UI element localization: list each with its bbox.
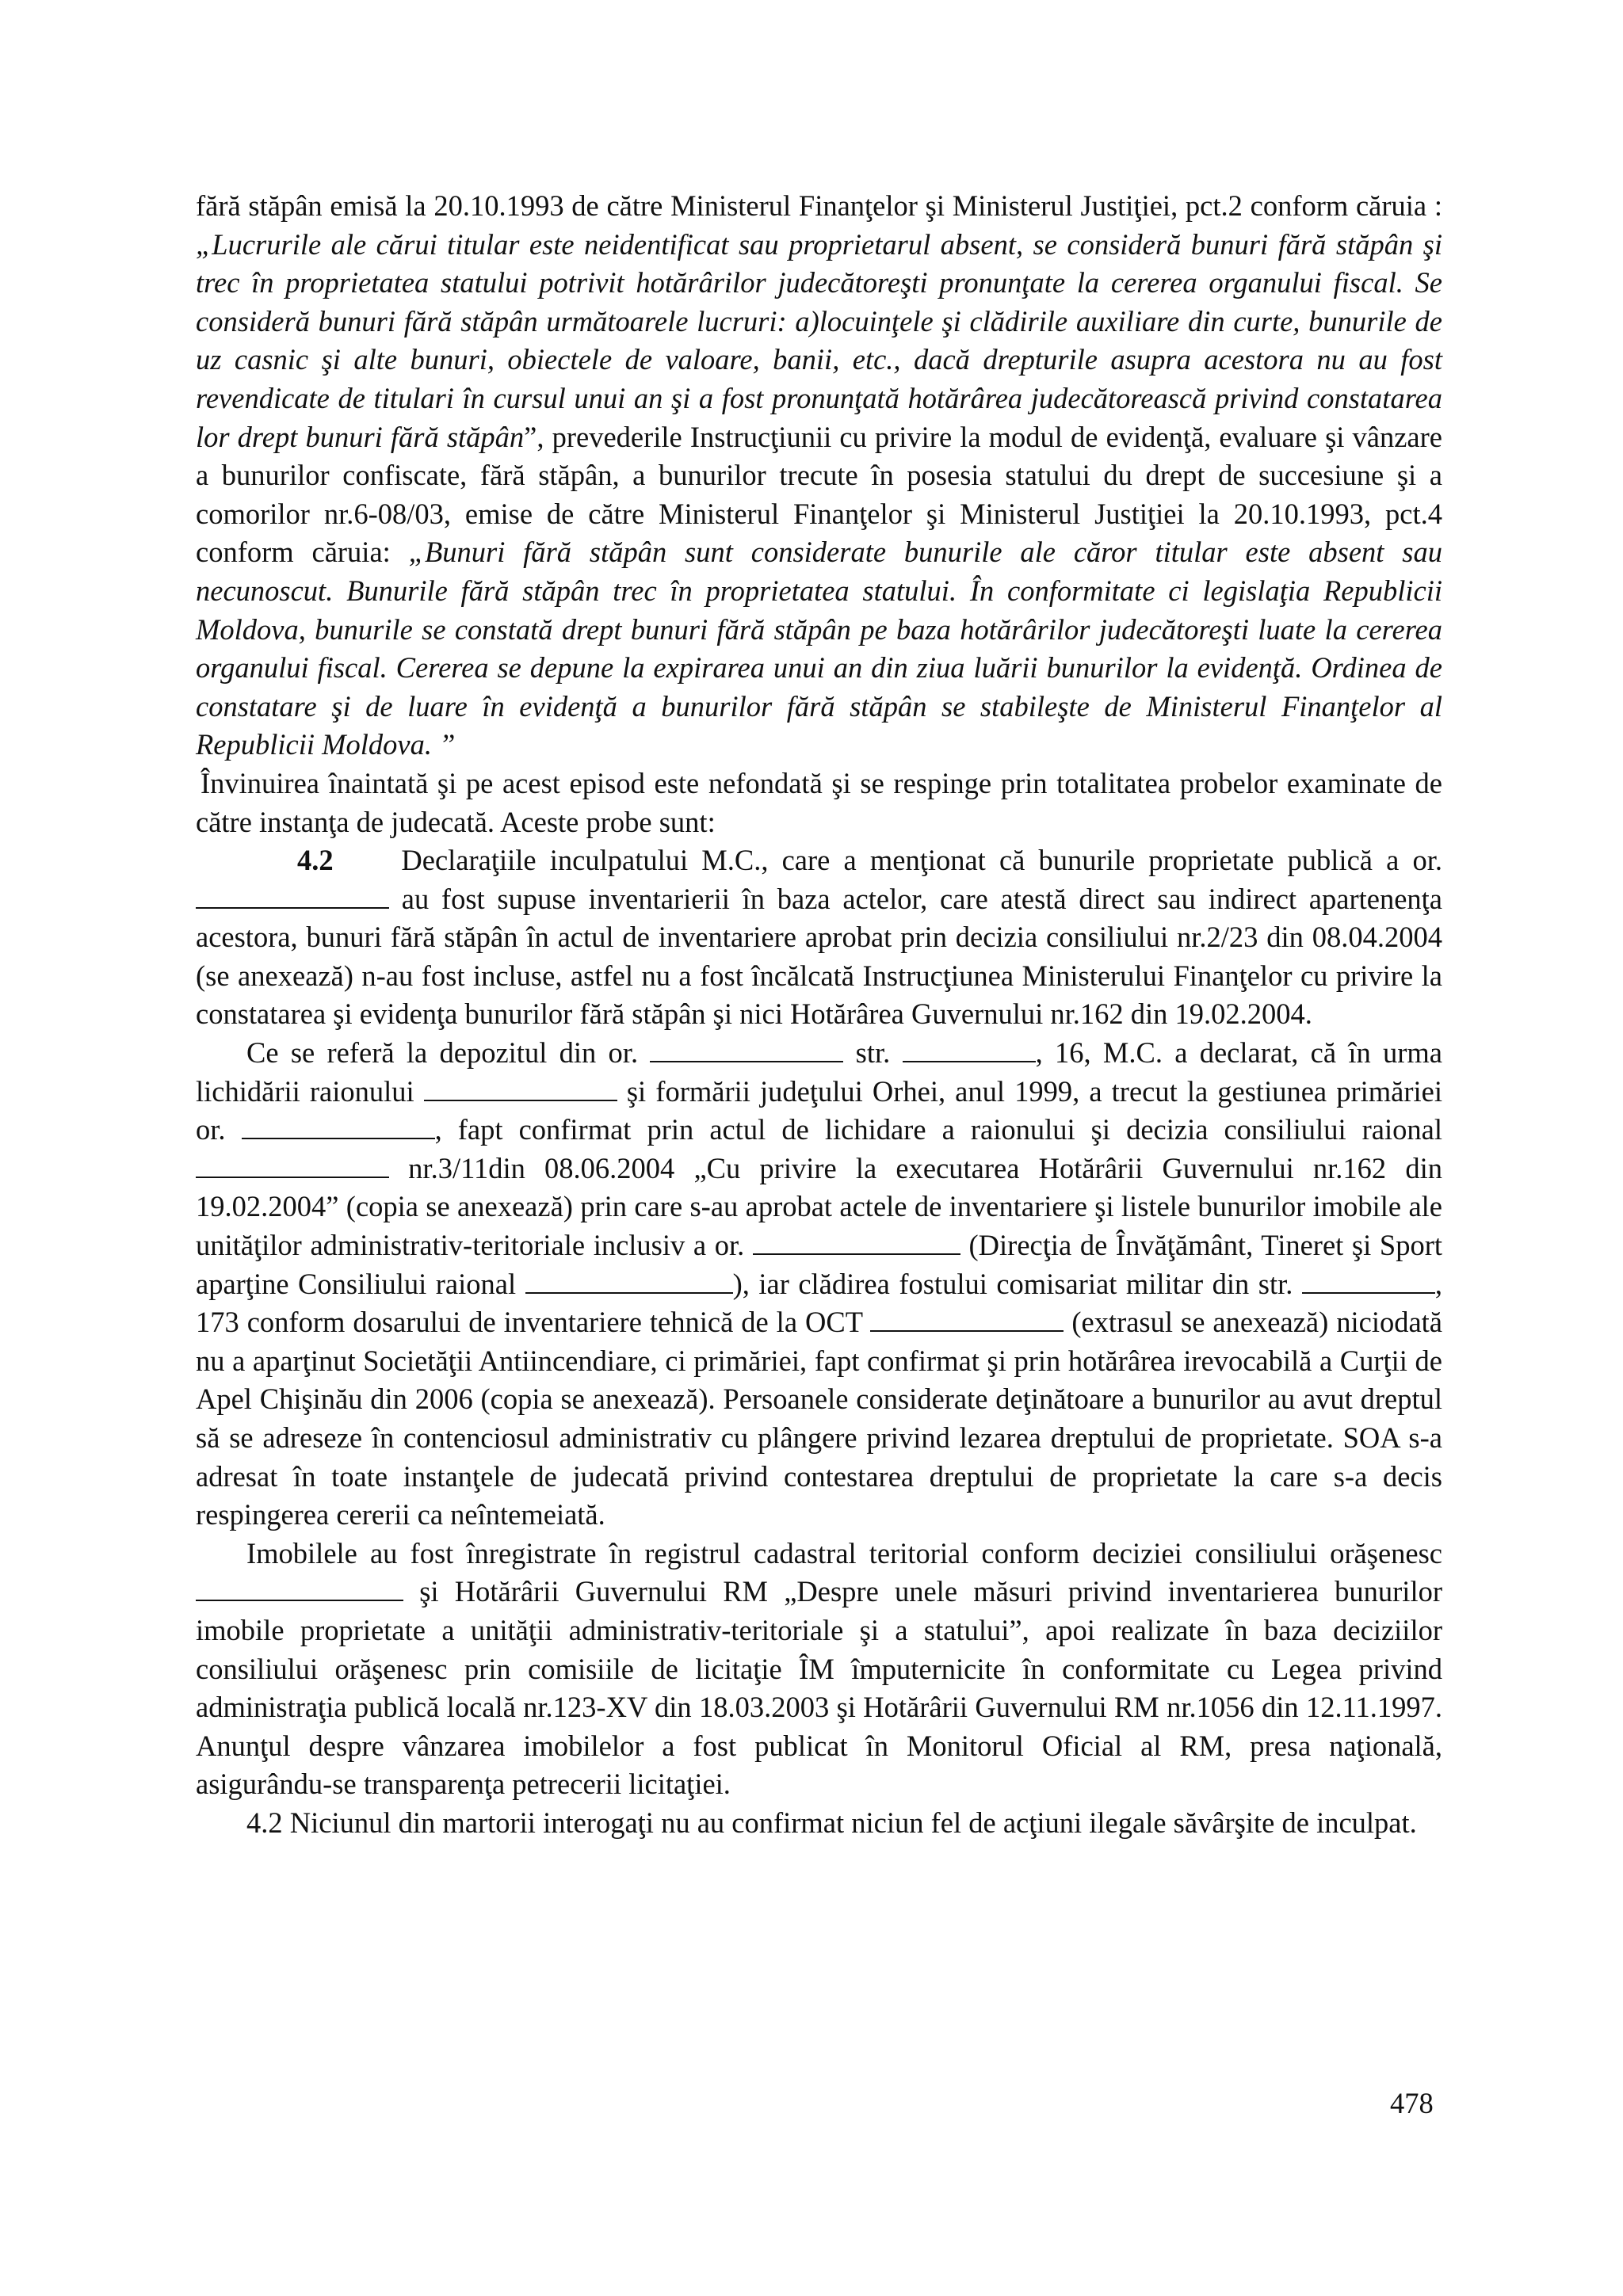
text-segment: Imobilele au fost înregistrate în registrul cadastral teritorial conform deciziei consiliului orăşenesc [246, 1536, 1442, 1569]
page-number: 478 [1390, 2087, 1434, 2119]
paragraph-witnesses: 4.2 Niciunul din martorii interogaţi nu au confirmat niciun fel de acţiuni ilegale săvârşite de inculpat. [246, 1806, 1417, 1839]
paragraph-depot [196, 1034, 1442, 1535]
redacted-blank [525, 1265, 733, 1294]
quoted-regulation-pct4: „Bunuri fără stăpân sunt considerate bunurile ale căror titular este absent sau necunoscut. Bunurile fără stăpân trec în proprietatea statului. În conformitate ci legislaţia Republicii Moldova, bunurile se constată drept bunuri fără stăpân pe baza hotărârilor judecătoreşti luate la cererea organului fiscal. Cererea se depune la expirarea unui an din ziua luării bunurilor la evidenţă. Ordinea de constatare şi de luare în evidenţă a bunurilor fără stăpân se stabileşte de Ministerul Finanţelor al Republicii Moldova. ” [196, 536, 1442, 761]
redacted-blank [424, 1073, 617, 1101]
text-segment: ), iar clădirea fostului comisariat militar din str. [732, 1267, 1302, 1300]
quoted-regulation-pct2: „Lucrurile ale cărui titular este neidentificat sau proprietarul absent, se consideră bunuri fără stăpân şi trec în proprietatea statului potrivit hotărârilor judecătoreşti pronunţate la cererea organului fiscal. Se consideră bunuri fără stăpân următoarele lucruri: a)locuinţele şi clădirile auxiliare din curte, bunurile de uz casnic şi alte bunuri, obiectele de valoare, banii, etc., dacă drepturile asupra acestora nu au fost revendicate de titulari în cursul unui an şi a fost pronunţată hotărârea judecătorească privind constatarea lor drept bunuri fără stăpân [196, 227, 1442, 453]
redacted-blank [242, 1111, 435, 1139]
text-segment: , fapt confirmat prin actul de lichidare a raionului şi decizia consiliului raional [434, 1113, 1442, 1146]
text-segment: ”, prevederile Instrucţiunii cu privire la modul de evidenţă, evaluare şi vânzare a bunurilor confiscate, fără stăpân, a bunurilor trecute în posesia statului du drept de succesiune şi a comorilor nr.6-08/03, emise de către Ministerul Finanţelor şi Ministerul Justiţiei la 20.10.1993, pct.4 conform căruia: [196, 420, 1442, 569]
text-segment: Ce se referă la depozitul din or. [246, 1036, 651, 1070]
text-segment: (Direcţia de Învăţământ, Tineret şi Sport aparţine Consiliului raional [196, 1229, 1443, 1300]
redacted-blank [196, 880, 389, 909]
text-segment: Declaraţiile inculpatului M.C., care a menţionat că bunurile proprietate publică a or. [401, 844, 1442, 877]
text-segment: fără stăpân emisă la 20.10.1993 de către Ministerul Finanţelor şi Ministerul Justiţiei, pct.2 conform căruia : [196, 189, 1442, 222]
text-segment: nr.3/11din 08.06.2004 „Cu privire la executarea Hotărârii Guvernului nr.162 din 19.02.2004” (copia se anexează) prin care s-au aprobat actele de inventariere şi listele bunurilor imobile ale unităţilor administrativ-teritoriale inclusiv a or. [196, 1151, 1442, 1262]
text-segment: str. [843, 1036, 903, 1070]
section-number: 4.2 [297, 844, 334, 877]
document-body [196, 187, 1442, 1843]
text-segment: şi formării judeţului Orhei, anul 1999, a trecut la gestiunea primăriei or. [196, 1074, 1442, 1146]
text-segment: (extrasul se anexează) niciodată nu a aparţinut Societăţii Antiincendiare, ci primăriei, fapt confirmat şi prin hotărârea irevocabilă a Curţii de Apel Chişinău din 2006 (copia se anexează). Persoanele considerate deţinătoare a bunurilor au avut dreptul să se adreseze în contenciosul administrativ cu plângere privind lezarea dreptului de proprietate. SOA s-a adresat în toate instanţele de judecată privind contestarea dreptului de proprietate la care s-a decis respingerea cererii ca neîntemeiată. [196, 1306, 1443, 1531]
redacted-blank [650, 1034, 843, 1062]
text-segment: , 16, M.C. a declarat, că în urma lichidării raionului [196, 1036, 1443, 1108]
paragraph-cadastre [196, 1535, 1442, 1804]
text-segment: şi Hotărârii Guvernului RM „Despre unele măsuri privind inventarierea bunurilor imobile proprietate a unităţii administrativ-teritoriale şi a statului”, apoi realizate în baza deciziilor consiliului orăşenesc prin comisiile de licitaţie ÎM împuternicite în conformitate cu Legea privind administraţia publică locală nr.123-XV din 18.03.2003 şi Hotărârii Guvernului RM nr.1056 din 12.11.1997. Anunţul despre vânzarea imobilelor a fost publicat în Monitorul Oficial al RM, presa naţională, asigurându-se transparenţa petrecerii licitaţiei. [196, 1575, 1442, 1801]
text-segment: , 173 conform dosarului de inventariere tehnică de la OCT [196, 1267, 1442, 1339]
redacted-blank [870, 1303, 1064, 1332]
redacted-blank [196, 1573, 403, 1601]
redacted-blank [753, 1226, 960, 1255]
paragraph-declaration [196, 841, 1442, 1034]
paragraph-quotes [196, 187, 1442, 765]
redacted-blank [196, 1150, 389, 1178]
paragraph-accusation: Învinuirea înaintată şi pe acest episod este nefondată şi se respinge prin totalitatea probelor examinate de către instanţa de judecată. Aceste probe sunt: [196, 766, 1442, 838]
text-segment: au fost supuse inventarierii în baza actelor, care atestă direct sau indirect apartenenţa acestora, bunuri fără stăpân în actul de inventariere aprobat prin decizia consiliului nr.2/23 din 08.04.2004 (se anexează) n-au fost incluse, astfel nu a fost încălcată Instrucţiunea Ministerului Finanţelor cu privire la constatarea şi evidenţa bunurilor fără stăpân şi nici Hotărârea Guvernului nr.162 din 19.02.2004. [196, 882, 1442, 1031]
redacted-blank [903, 1034, 1036, 1062]
redacted-blank [1302, 1265, 1435, 1294]
